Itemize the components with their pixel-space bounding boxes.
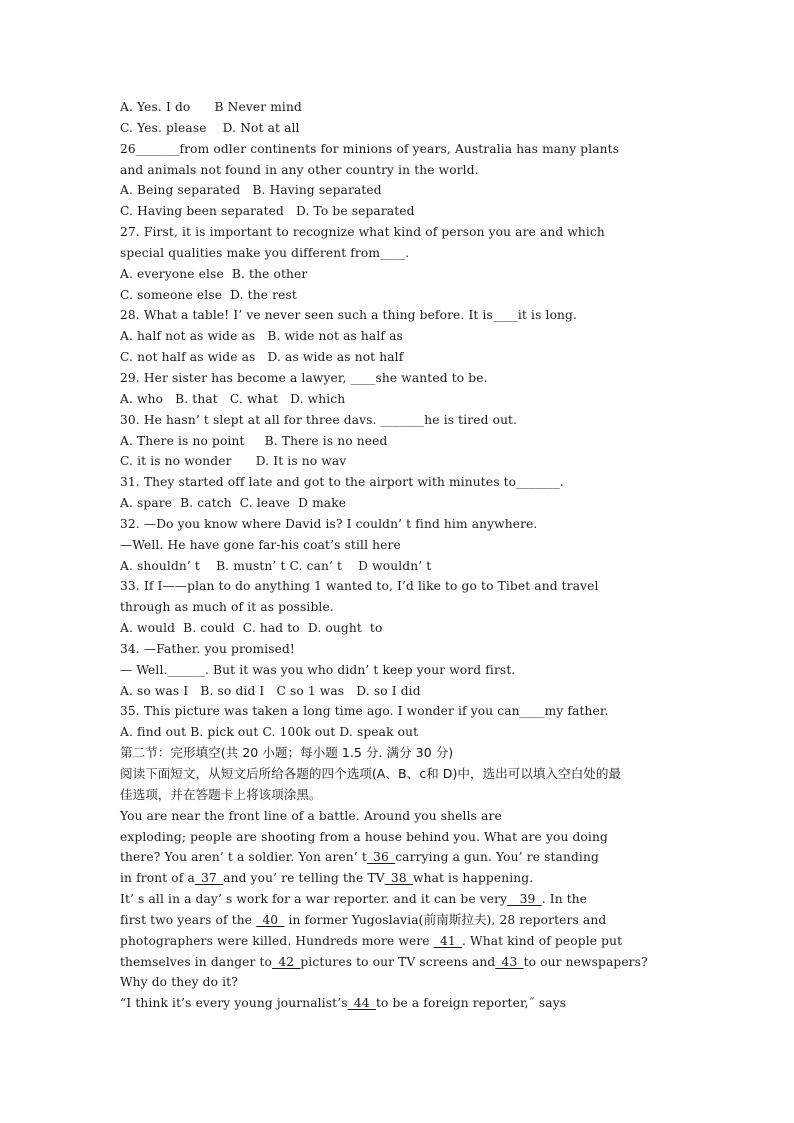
text-line [120, 180, 680, 201]
text-line [120, 576, 680, 597]
text-segment: C. not half as wide as D. as wide as not half [120, 350, 404, 365]
text-segment: themselves in danger to [120, 954, 273, 969]
text-line [120, 952, 680, 973]
text-line [120, 827, 680, 848]
text-line [120, 764, 680, 785]
text-segment: —Well. He have gone far-his coat’s still here [120, 537, 401, 552]
text-line [120, 305, 680, 326]
text-line [120, 681, 680, 702]
text-segment: C. Yes. please D. Not at all [120, 120, 300, 135]
text-segment: A. Being separated B. Having separated [120, 183, 382, 198]
text-segment: 34. —Father. you promised! [120, 641, 295, 656]
text-segment: A. Yes. I do B Never mind [120, 100, 302, 114]
text-line [120, 139, 680, 160]
text-segment: “I think it’s every young journalist’s [120, 996, 348, 1011]
text-line [120, 556, 680, 577]
text-segment: . In the [541, 892, 588, 907]
text-line [120, 660, 680, 681]
text-segment: C. someone else D. the rest [120, 287, 297, 302]
blank-number: __39_ [507, 892, 542, 907]
blank-number: _37_ [194, 871, 224, 886]
text-segment: photographers were killed. Hundreds more were [120, 933, 434, 948]
text-segment: A. There is no point B. There is no need [120, 433, 388, 448]
text-line [120, 972, 680, 993]
text-segment: 28. What a table! I’ ve never seen such a thing before. It is____it is long. [120, 308, 578, 323]
blank-number: _38_ [384, 871, 413, 886]
blank-number: _44_ [347, 996, 376, 1011]
text-line [120, 806, 680, 827]
text-segment: 佳选项，并在答题卡上将该项涂黑。 [120, 786, 322, 802]
text-line [120, 222, 680, 243]
text-segment: A. who B. that C. what D. which [120, 391, 346, 406]
text-line [120, 639, 680, 660]
text-segment: there? You aren’ t a soldier. Yon aren’ t [120, 850, 367, 865]
text-segment: to our newspapers? [523, 954, 648, 969]
text-segment: and animals not found in any other country in the world. [120, 162, 479, 177]
blank-number: _43_ [495, 954, 524, 969]
text-segment: 35. This picture was taken a long time ago. I wonder if you can____my father. [120, 704, 609, 719]
text-line [120, 451, 680, 472]
text-segment: It’ s all in a day’ s work for a war reporter. and it can be very [120, 892, 508, 907]
text-line [120, 597, 680, 618]
blank-number: _42_ [272, 954, 301, 969]
text-line [120, 910, 680, 931]
text-segment: A. shouldn’ t B. mustn’ t C. can’ t D wouldn’ t [120, 558, 432, 573]
blank-number: _41_ [433, 933, 462, 948]
text-segment: 第二节：完形填空(共 20 小题；每小题 1.5 分. 满分 30 分) [120, 745, 454, 761]
text-segment: ), 28 reporters and [486, 912, 607, 927]
text-line [120, 618, 680, 639]
text-segment: You are near the front line of a battle. Around you shells are [120, 808, 502, 823]
text-line [120, 785, 680, 806]
text-segment: Why do they do it? [120, 975, 238, 990]
text-segment: 29. Her sister has become a lawyer, ____she wanted to be. [120, 370, 488, 385]
text-line [120, 493, 680, 514]
text-segment: A. spare B. catch C. leave D make [120, 496, 347, 511]
text-segment: 33. If I——plan to do anything 1 wanted to, I’d like to go to Tibet and travel [120, 579, 599, 594]
text-segment: what is happening. [412, 871, 534, 886]
text-line [120, 514, 680, 535]
text-line [120, 347, 680, 368]
text-segment: 32. —Do you know where David is? I couldn’ t find him anywhere. [120, 516, 538, 531]
text-segment: A. so was I B. so did I C so 1 was D. so I did [120, 683, 421, 698]
text-line [120, 118, 680, 139]
text-segment: in front of a [120, 871, 195, 886]
text-line [120, 97, 680, 118]
text-segment: exploding; people are shooting from a house behind you. What are you doing [120, 829, 608, 844]
text-segment: — Well.______. But it was you who didn’ t keep your word first. [120, 662, 516, 677]
text-segment: C. it is no wonder D. It is no wav [120, 454, 347, 469]
text-line [120, 931, 680, 952]
text-line [120, 993, 680, 1014]
text-segment: A. half not as wide as B. wide not as half as [120, 329, 403, 344]
text-line [120, 368, 680, 389]
text-segment: in former Yugoslavia( [284, 912, 424, 927]
text-segment: 阅读下面短文，从短文后所给各题的四个选项(A、B、c和 D)中，选出可以填入空白处的最 [120, 766, 622, 781]
text-segment: first two years of the [120, 912, 257, 927]
text-segment: 前南斯拉夫 [423, 911, 487, 927]
text-line [120, 701, 680, 722]
text-line [120, 264, 680, 285]
text-line [120, 243, 680, 264]
text-line [120, 201, 680, 222]
text-segment: pictures to our TV screens and [300, 954, 496, 969]
text-segment: 27. First, it is important to recognize what kind of person you are and which [120, 225, 605, 240]
text-segment: . What kind of people put [462, 933, 623, 948]
text-segment: A. everyone else B. the other [120, 266, 308, 281]
text-segment: 30. He hasn’ t slept at all for three davs. _______he is tired out. [120, 412, 518, 427]
text-line [120, 868, 680, 889]
exam-page [120, 97, 680, 1014]
text-segment: 26_______from odler continents for minions of years, Australia has many plants [120, 141, 620, 156]
text-line [120, 431, 680, 452]
text-segment: and you’ re telling the TV [223, 871, 385, 886]
text-segment: special qualities make you different from____. [120, 245, 410, 260]
text-line [120, 889, 680, 910]
text-segment: 31. They started off late and got to the airport with minutes to_______. [120, 475, 564, 490]
text-segment: A. find out B. pick out C. 100k out D. speak out [120, 725, 419, 740]
text-line [120, 389, 680, 410]
text-segment: A. would B. could C. had to D. ought to [120, 621, 383, 636]
text-segment: through as much of it as possible. [120, 600, 334, 615]
blank-number: _40_ [256, 912, 285, 927]
text-line [120, 847, 680, 868]
text-segment: carrying a gun. You’ re standing [395, 850, 599, 865]
text-line [120, 326, 680, 347]
text-line [120, 160, 680, 181]
text-line [120, 285, 680, 306]
text-line [120, 472, 680, 493]
blank-number: _36_ [366, 850, 396, 865]
text-line [120, 535, 680, 556]
text-segment: to be a foreign reporter,˝ says [375, 996, 567, 1011]
text-segment: C. Having been separated D. To be separated [120, 204, 415, 219]
text-line [120, 410, 680, 431]
text-line [120, 722, 680, 743]
text-line [120, 743, 680, 764]
